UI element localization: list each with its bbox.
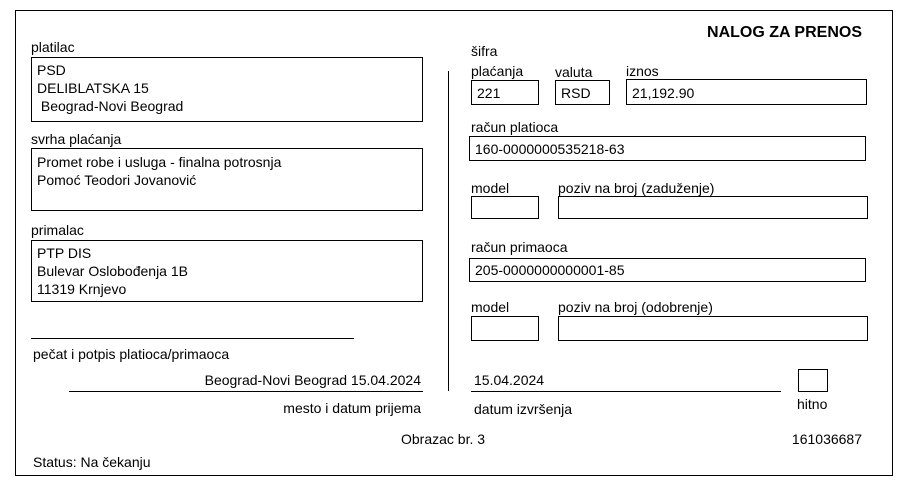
payer-account-value: 160-0000000535218-63 <box>475 141 625 157</box>
document-id: 161036687 <box>791 431 862 447</box>
payer-box <box>31 57 423 122</box>
status-text: Status: Na čekanju <box>33 454 151 470</box>
currency-value: RSD <box>561 85 591 101</box>
signature-label: pečat i potpis platioca/primaoca <box>33 346 230 362</box>
purpose-line-1: Promet robe i usluga - finalna potrosnja <box>37 154 282 170</box>
purpose-line-2: Pomoć Teodori Jovanović <box>37 172 197 188</box>
urgent-label: hitno <box>797 396 828 412</box>
payer-line-2: DELIBLATSKA 15 <box>37 80 149 96</box>
recipient-line-3: 11319 Krnjevo <box>37 281 127 297</box>
amount-field[interactable] <box>626 79 867 105</box>
currency-field[interactable] <box>555 80 610 105</box>
payer-line-3: Beograd-Novi Beograd <box>37 98 184 114</box>
debit-reference-label: poziv na broj (zaduženje) <box>558 180 715 196</box>
payer-account-field[interactable] <box>469 136 866 161</box>
debit-reference-field[interactable] <box>558 196 868 219</box>
code-value: 221 <box>477 85 501 101</box>
debit-model-field[interactable] <box>471 196 539 219</box>
code-field[interactable] <box>471 80 539 105</box>
credit-model-label: model <box>471 299 510 315</box>
place-date-line <box>69 391 423 392</box>
form-title: NALOG ZA PRENOS <box>707 24 862 41</box>
payer-account-label: račun platioca <box>471 119 559 135</box>
credit-reference-label: poziv na broj (odobrenje) <box>558 299 713 315</box>
recipient-label: primalac <box>31 222 84 238</box>
recipient-line-1: PTP DIS <box>37 245 92 261</box>
recipient-line-2: Bulevar Oslobođenja 1B <box>37 263 188 279</box>
execution-date-value: 15.04.2024 <box>474 372 545 388</box>
amount-label: iznos <box>626 63 659 79</box>
code-label-1: šifra <box>471 43 498 59</box>
urgent-checkbox[interactable] <box>798 369 828 392</box>
recipient-account-label: račun primaoca <box>471 239 568 255</box>
currency-label: valuta <box>555 64 593 80</box>
credit-reference-field[interactable] <box>558 316 868 341</box>
recipient-account-field[interactable] <box>469 258 866 282</box>
place-date-label: mesto i datum prijema <box>283 400 421 416</box>
place-date-value: Beograd-Novi Beograd 15.04.2024 <box>204 372 421 388</box>
recipient-account-value: 205-0000000000001-85 <box>475 262 625 278</box>
execution-date-line <box>471 391 781 392</box>
credit-model-field[interactable] <box>471 316 539 341</box>
recipient-box <box>31 240 423 302</box>
amount-value: 21,192.90 <box>632 85 695 101</box>
column-divider <box>448 71 449 391</box>
payment-order-form <box>15 10 893 476</box>
payer-line-1: PSD <box>37 62 66 78</box>
purpose-box <box>31 148 423 211</box>
payer-label: platilac <box>31 39 75 55</box>
purpose-label: svrha plaćanja <box>31 131 122 147</box>
code-label-2: plaćanja <box>471 63 524 79</box>
signature-line <box>31 338 354 339</box>
debit-model-label: model <box>471 180 510 196</box>
execution-date-label: datum izvršenja <box>474 401 573 417</box>
form-number: Obrazac br. 3 <box>401 431 486 447</box>
